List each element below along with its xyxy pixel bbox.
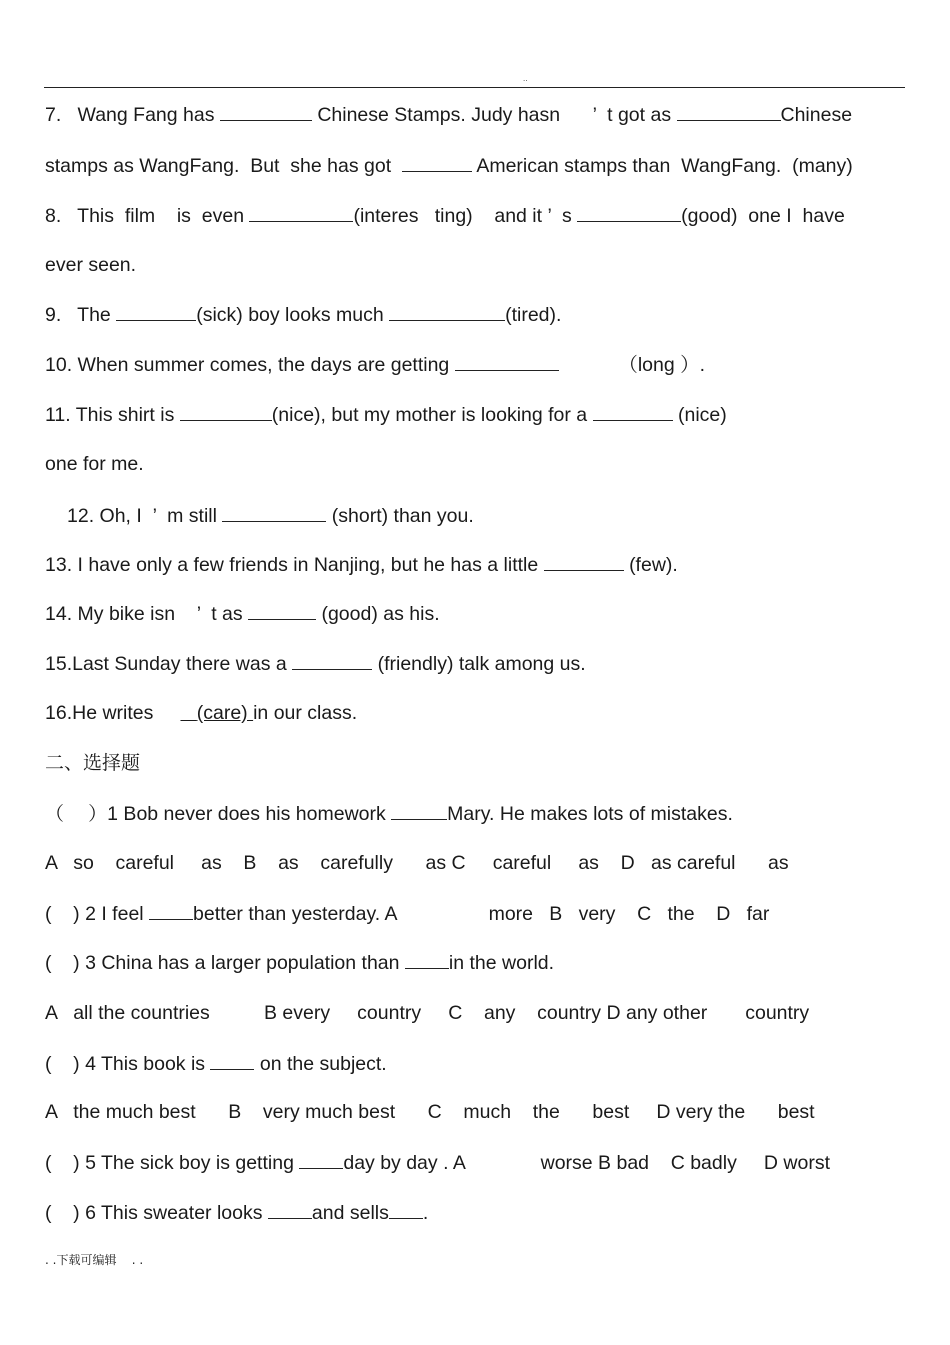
choice-question-3: ( ) 3 China has a larger population than in the world.	[45, 952, 555, 974]
underlined-answer: (care)	[196, 702, 254, 724]
question-9: 9. The (sick) boy looks much (tired).	[45, 304, 562, 326]
choice-question-5: ( ) 5 The sick boy is getting day by day . A worse B bad C badly D worst	[45, 1152, 831, 1174]
choice-options-4: A the much best B very much best C much the best D very the best	[45, 1101, 815, 1123]
choice-question-1: （ ）1 Bob never does his homework Mary. He makes lots of mistakes.	[45, 803, 733, 825]
answer-blank	[116, 302, 196, 321]
answer-blank	[544, 552, 624, 571]
answer-blank	[222, 503, 326, 522]
question-8-line-1: 8. This film is even (interes ting) and it ’ s (good) one I have	[45, 205, 845, 227]
question-13: 13. I have only a few friends in Nanjing, but he has a little (few).	[45, 554, 678, 576]
question-8-line-2: ever seen.	[45, 254, 137, 276]
choice-options-1: A so careful as B as carefully as C careful as D as careful as	[45, 852, 789, 874]
header-rule	[44, 87, 905, 88]
choice-options-3: A all the countries B every country C any country D any other country	[45, 1002, 810, 1024]
answer-blank	[220, 102, 312, 121]
section-title: 二、选择题	[45, 752, 141, 774]
choice-question-4: ( ) 4 This book is on the subject.	[45, 1053, 387, 1075]
question-14: 14. My bike isn ’ t as (good) as his.	[45, 603, 440, 625]
answer-blank	[149, 901, 193, 920]
answer-blank	[249, 203, 353, 222]
answer-blank	[180, 402, 272, 421]
answer-blank	[299, 1150, 343, 1169]
answer-blank	[210, 1051, 254, 1070]
choice-question-6: ( ) 6 This sweater looks and sells .	[45, 1202, 429, 1224]
answer-blank	[292, 651, 372, 670]
question-11-line-1: 11. This shirt is (nice), but my mother is looking for a (nice)	[45, 404, 727, 426]
choice-question-2: ( ) 2 I feel better than yesterday. A more B very C the D far	[45, 903, 770, 925]
answer-blank	[593, 402, 673, 421]
answer-blank	[248, 601, 316, 620]
answer-blank	[268, 1200, 312, 1219]
answer-blank	[391, 801, 447, 820]
question-12: 12. Oh, I ’ m still (short) than you.	[67, 505, 474, 527]
question-10: 10. When summer comes, the days are getting （long ）.	[45, 354, 706, 376]
answer-blank	[389, 1200, 423, 1219]
header-dots: ..	[523, 74, 528, 83]
answer-blank	[402, 153, 472, 172]
footer-note: . .下载可编辑 . .	[45, 1253, 144, 1267]
answer-blank	[677, 102, 781, 121]
question-7-line-1: 7. Wang Fang has Chinese Stamps. Judy hasn ’ t got as Chinese	[45, 104, 853, 126]
question-7-line-2: stamps as WangFang. But she has got American stamps than WangFang. (many)	[45, 155, 853, 177]
answer-blank	[577, 203, 681, 222]
question-16: 16.He writes (care) in our class.	[45, 702, 358, 724]
answer-blank	[405, 950, 449, 969]
answer-blank	[389, 302, 505, 321]
question-11-line-2: one for me.	[45, 453, 144, 475]
question-15: 15.Last Sunday there was a (friendly) talk among us.	[45, 653, 586, 675]
answer-blank	[455, 352, 559, 371]
